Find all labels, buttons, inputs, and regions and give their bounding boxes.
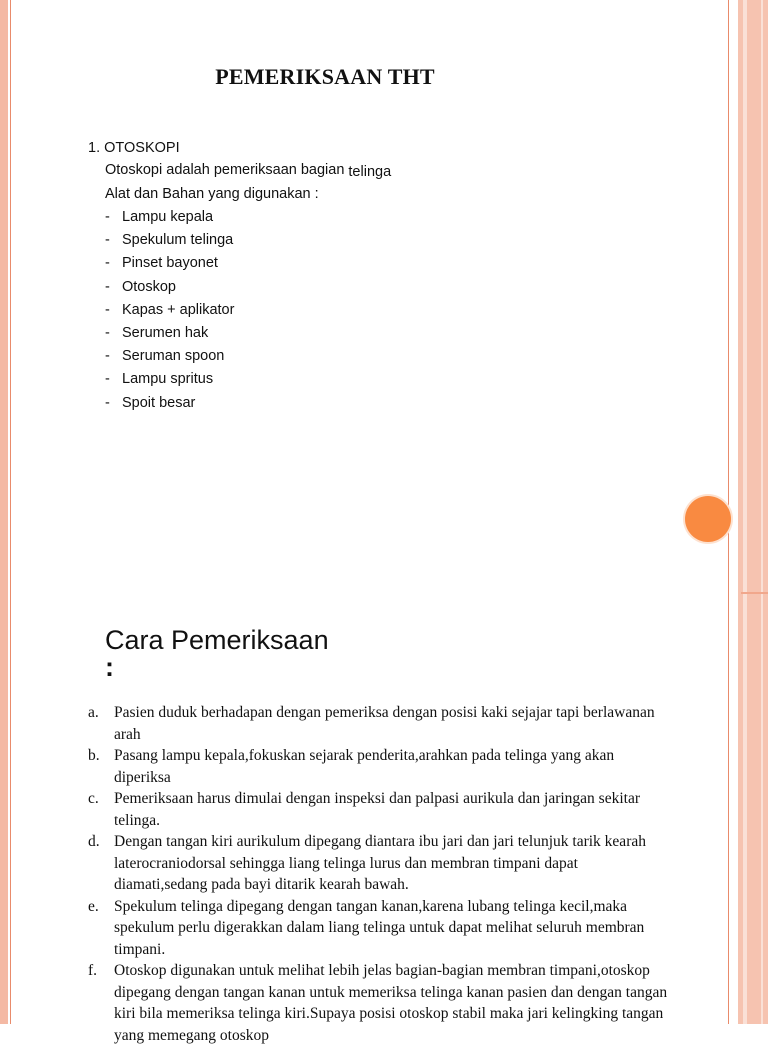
tool-label: Kapas + aplikator [122, 301, 235, 318]
slide-frame-right-stripe [743, 0, 747, 1024]
tool-label: Otoskop [122, 278, 176, 295]
tool-item [105, 302, 234, 318]
tool-item [105, 209, 213, 225]
step-text: Pasien duduk berhadapan dengan pemeriksa dengan posisi kaki sejajar tapi berlawanan arah [114, 704, 655, 743]
step-item [88, 960, 670, 1046]
tool-item [105, 232, 233, 248]
slide-frame-left-band [0, 0, 8, 1024]
step-text: Otoskop digunakan untuk melihat lebih jelas bagian-bagian membran timpani,otoskop dipegang dengan tangan kanan untuk memeriksa telinga kanan pasien dan dengan tangan kiri bila memeriksa telinga kiri.Supaya posisi otoskop stabil maka jari kelingking tangan yang memegang otoskop [114, 962, 668, 1044]
definition-main: Otoskopi adalah pemeriksaan bagian [105, 162, 345, 178]
tool-label: Spekulum telinga [122, 232, 234, 249]
tools-intro: Alat dan Bahan yang digunakan : [105, 186, 319, 202]
tool-label: Lampu kepala [122, 209, 214, 225]
bullet-dash: - [105, 209, 110, 225]
tool-item [105, 279, 176, 295]
step-marker: a. [88, 704, 99, 721]
step-item [88, 831, 670, 896]
step-text: Spekulum telinga dipegang dengan tangan kanan,karena lubang telinga kecil,maka spekulum perlu digerakkan dalam liang telinga untuk dapat melihat seluruh membran timpani. [114, 897, 645, 958]
step-text: Dengan tangan kiri aurikulum dipegang diantara ibu jari dan jari telunjuk tarik kearah laterocraniodorsal sehingga liang telinga lurus dan membran timpani dapat diamati,sedang pada bayi ditarik kearah bawah. [114, 833, 646, 893]
bullet-dash: - [105, 325, 110, 341]
tool-label: Serumen hak [122, 325, 209, 341]
tool-label: Lampu spritus [122, 371, 214, 388]
orange-circle-ornament [685, 496, 731, 542]
step-marker: f. [88, 962, 98, 979]
step-item [88, 896, 670, 961]
tool-item [105, 348, 224, 364]
slide1-title: PEMERIKSAAN THT [215, 64, 435, 89]
step-marker: b. [88, 747, 100, 764]
step-item [88, 745, 670, 788]
bullet-dash: - [105, 394, 110, 411]
tool-label: Spoit besar [122, 394, 196, 411]
step-item [88, 702, 670, 745]
tool-label: Seruman spoon [122, 348, 225, 365]
bullet-dash: - [105, 348, 110, 365]
step-marker: e. [88, 897, 99, 915]
definition-line [105, 162, 391, 178]
definition-tail: telinga [348, 164, 392, 180]
slide-frame-right-edge [761, 0, 763, 1024]
step-text: Pemeriksaan harus dimulai dengan inspeksi dan palpasi aurikula dan jaringan sekitar telinga. [114, 790, 640, 829]
slide-divider [741, 592, 768, 594]
tool-item [105, 371, 213, 387]
section-heading-otoskopi: 1. OTOSKOPI [88, 140, 180, 156]
step-marker: d. [88, 833, 100, 850]
slide2-title: Cara Pemeriksaan [105, 625, 329, 655]
step-marker: c. [88, 790, 99, 807]
bullet-dash: - [105, 301, 110, 318]
steps-list [88, 702, 670, 1046]
tool-item [105, 395, 195, 411]
bullet-dash: - [105, 278, 110, 295]
tool-item [105, 325, 208, 341]
bullet-dash: - [105, 371, 110, 388]
tool-label: Pinset bayonet [122, 255, 218, 272]
bullet-dash: - [105, 232, 110, 249]
slide2-title-colon: : [105, 652, 114, 682]
slide-frame-left-line [10, 0, 11, 1024]
step-item [88, 788, 670, 831]
step-text: Pasang lampu kepala,fokuskan sejarak penderita,arahkan pada telinga yang akan diperiksa [114, 747, 615, 786]
tool-item [105, 255, 218, 271]
bullet-dash: - [105, 255, 110, 272]
